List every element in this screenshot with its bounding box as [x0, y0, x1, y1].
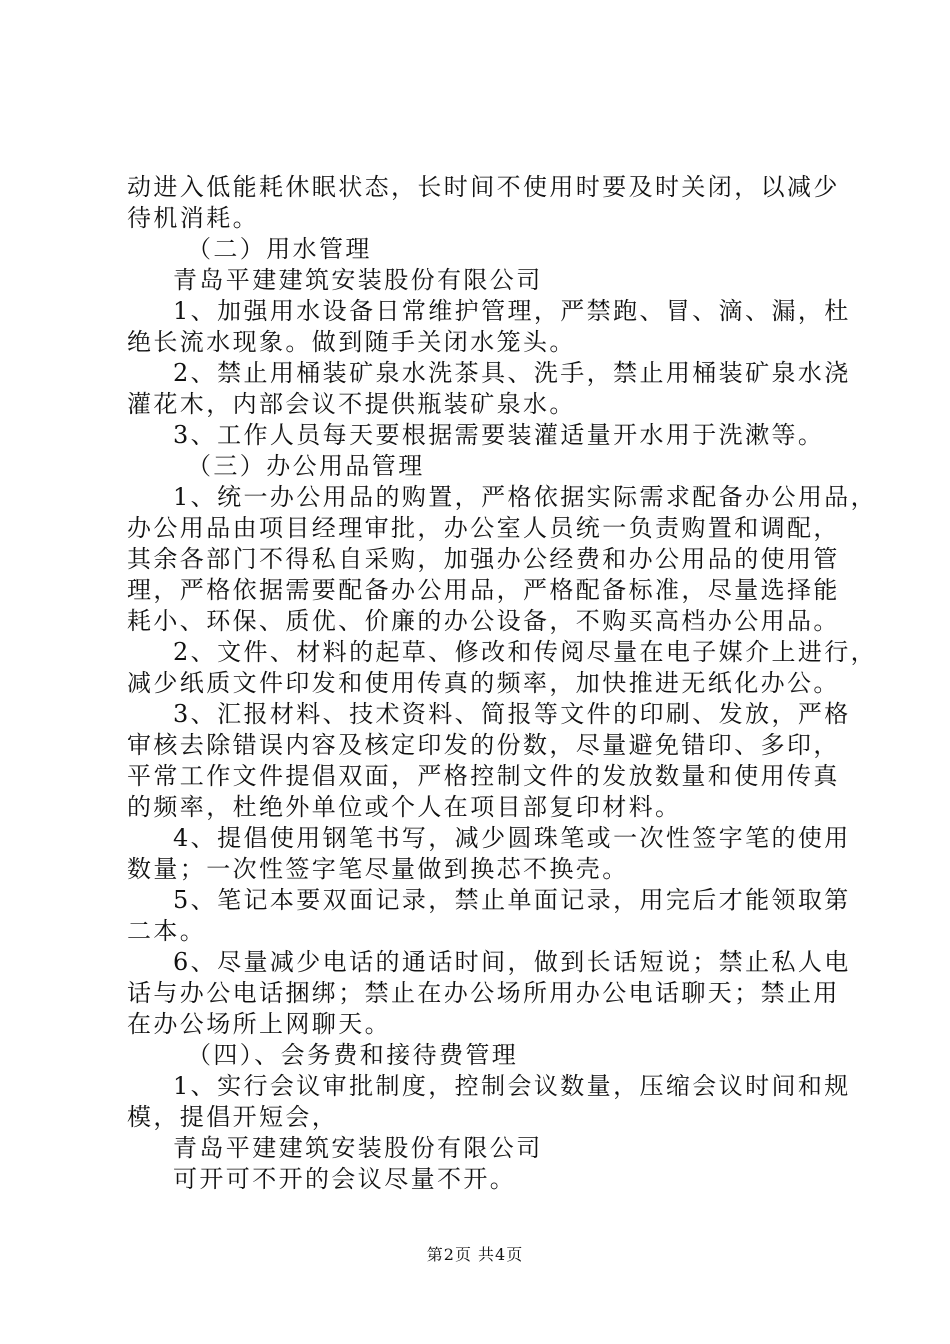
text-line: 2、禁止用桶装矿泉水洗茶具、洗手，禁止用桶装矿泉水浇 [173, 359, 851, 387]
text-line: 的频率，杜绝外单位或个人在项目部复印材料。 [127, 793, 682, 821]
text-line: 1、实行会议审批制度，控制会议数量，压缩会议时间和规 [173, 1072, 851, 1100]
text-line: 动进入低能耗休眠状态，长时间不使用时要及时关闭，以减少 [127, 173, 840, 201]
text-line: 数量；一次性签字笔尽量做到换芯不换壳。 [127, 855, 629, 883]
text-line: 在办公场所上网聊天。 [127, 1010, 391, 1038]
text-line: 绝长流水现象。做到随手关闭水笼头。 [127, 328, 576, 356]
text-line: 办公用品由项目经理审批，办公室人员统一负责购置和调配， [127, 514, 840, 542]
document-body [127, 172, 878, 1195]
text-line: 1、统一办公用品的购置，严格依据实际需求配备办公用品， [173, 483, 878, 511]
page-number-label: 第2页 共4页 [426, 1245, 524, 1264]
text-line: 6、尽量减少电话的通话时间，做到长话短说；禁止私人电 [173, 948, 851, 976]
text-line: 4、提倡使用钢笔书写，减少圆珠笔或一次性签字笔的使用 [173, 824, 851, 852]
text-line: 话与办公电话捆绑；禁止在办公场所用办公电话聊天；禁止用 [127, 979, 840, 1007]
text-line: 审核去除错误内容及核定印发的份数，尽量避免错印、多印， [127, 731, 840, 759]
text-line: 待机消耗。 [127, 204, 259, 232]
text-line: 模，提倡开短会， [127, 1103, 339, 1131]
text-line: （四）、会务费和接待费管理 [187, 1041, 519, 1069]
text-line: 理，严格依据需要配备办公用品，严格配备标准，尽量选择能 [127, 576, 840, 604]
text-line: 青岛平建建筑安装股份有限公司 [173, 1134, 543, 1162]
text-line: 3、汇报材料、技术资料、简报等文件的印刷、发放，严格 [173, 700, 851, 728]
text-line: 其余各部门不得私自采购，加强办公经费和办公用品的使用管 [127, 545, 840, 573]
text-line: 灌花木，内部会议不提供瓶装矿泉水。 [127, 390, 576, 418]
text-line: 1、加强用水设备日常维护管理，严禁跑、冒、滴、漏，杜 [173, 297, 851, 325]
text-line: 耗小、环保、质优、价廉的办公设备，不购买高档办公用品。 [127, 607, 840, 635]
text-line: 2、文件、材料的起草、修改和传阅尽量在电子媒介上进行， [173, 638, 878, 666]
text-line: 平常工作文件提倡双面，严格控制文件的发放数量和使用传真 [127, 762, 840, 790]
page-footer [0, 1245, 950, 1265]
text-line: 二本。 [127, 917, 207, 945]
text-line: 青岛平建建筑安装股份有限公司 [173, 266, 543, 294]
text-line: 3、工作人员每天要根据需要装灌适量开水用于洗漱等。 [173, 421, 825, 449]
text-line: （三）办公用品管理 [187, 452, 425, 480]
text-line: 可开可不开的会议尽量不开。 [173, 1165, 517, 1193]
text-line: 减少纸质文件印发和使用传真的频率，加快推进无纸化办公。 [127, 669, 840, 697]
text-line: 5、笔记本要双面记录，禁止单面记录，用完后才能领取第 [173, 886, 851, 914]
text-line: （二）用水管理 [187, 235, 372, 263]
